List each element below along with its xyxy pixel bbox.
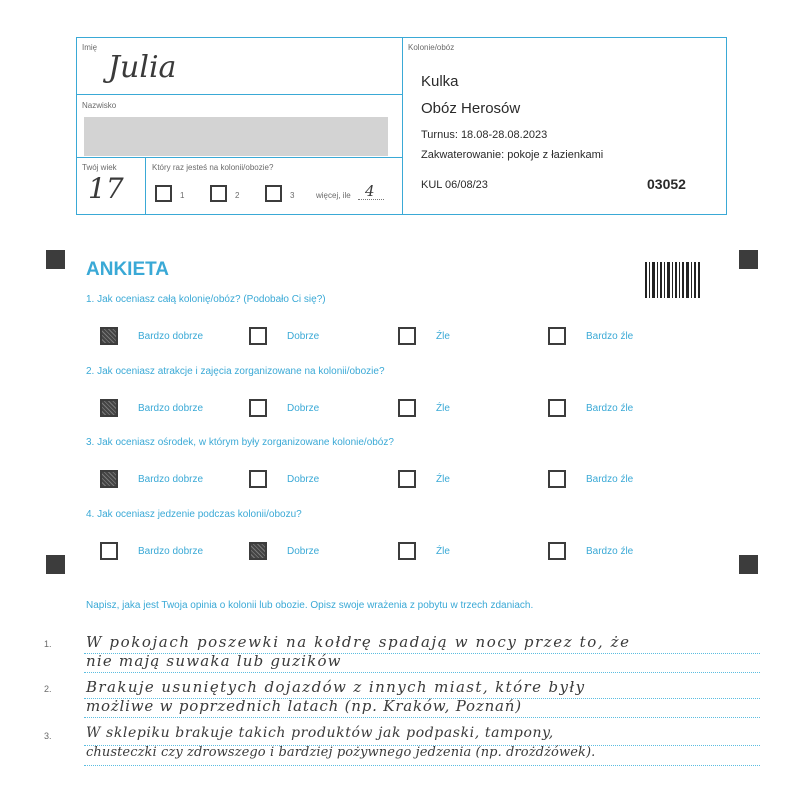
camp-name: Kulka [421, 73, 459, 90]
camp-label: Kolonie/obóz [408, 43, 455, 52]
more-field[interactable]: 4 [365, 182, 375, 200]
registration-marker-top-right [739, 250, 758, 269]
opinion-line [84, 717, 760, 718]
rating-checkbox[interactable] [548, 327, 566, 345]
rating-option-label: Bardzo dobrze [138, 403, 204, 414]
survey-title: ANKIETA [86, 259, 170, 280]
question-text: 1. Jak oceniasz całą kolonię/obóz? (Podobało Ci się?) [86, 294, 326, 305]
rating-checkbox[interactable] [548, 542, 566, 560]
question-text: 4. Jak oceniasz jedzenie podczas kolonii/obozu? [86, 509, 302, 520]
rating-checkbox[interactable] [100, 470, 118, 488]
rating-option-label: Dobrze [287, 403, 320, 414]
opinion-handwriting-line[interactable]: W sklepiku brakuje takich produktów jak podpaski, tampony, [86, 725, 554, 741]
more-label: więcej, ile [316, 191, 351, 200]
rating-checkbox[interactable] [398, 542, 416, 560]
opinion-handwriting-line[interactable]: chusteczki czy zdrowszego i bardziej pożywnego jedzenia (np. drożdżówek). [86, 745, 596, 760]
opinion-line [84, 672, 760, 673]
age-label: Twój wiek [82, 163, 117, 172]
rating-checkbox[interactable] [100, 399, 118, 417]
accommodation: Zakwaterowanie: pokoje z łazienkami [421, 149, 604, 161]
rating-checkbox[interactable] [398, 327, 416, 345]
which-time-label: Który raz jesteś na kolonii/obozie? [152, 163, 274, 172]
rating-checkbox[interactable] [548, 470, 566, 488]
rating-option-label: Bardzo źle [586, 331, 634, 342]
rating-option-label: Bardzo źle [586, 546, 634, 557]
which-time-option-1: 1 [180, 191, 185, 200]
opinion-prompt: Napisz, jaka jest Twoja opinia o kolonii lub obozie. Opisz swoje wrażenia z pobytu w trzech zdaniach. [86, 600, 534, 611]
rating-checkbox[interactable] [249, 327, 267, 345]
surname-divider [76, 157, 402, 158]
rating-checkbox[interactable] [100, 542, 118, 560]
camp-code: KUL 06/08/23 [421, 179, 488, 191]
rating-option-label: Dobrze [287, 474, 320, 485]
surname-redacted [84, 117, 388, 156]
question-text: 2. Jak oceniasz atrakcje i zajęcia zorganizowane na kolonii/obozie? [86, 366, 385, 377]
registration-marker-bottom-left [46, 555, 65, 574]
rating-option-label: Źle [436, 546, 450, 557]
question-text: 3. Jak oceniasz ośrodek, w którym były zorganizowane kolonie/obóz? [86, 437, 394, 448]
rating-option-label: Bardzo dobrze [138, 474, 204, 485]
rating-option-label: Źle [436, 403, 450, 414]
name-label: Imię [82, 43, 98, 52]
barcode-icon [645, 262, 700, 298]
rating-option-label: Źle [436, 331, 450, 342]
rating-checkbox[interactable] [249, 470, 267, 488]
rating-checkbox[interactable] [548, 399, 566, 417]
opinion-number-1: 1. [44, 639, 52, 649]
rating-option-label: Bardzo źle [586, 403, 634, 414]
which-time-checkbox-1[interactable] [155, 185, 172, 202]
which-time-checkbox-2[interactable] [210, 185, 227, 202]
rating-option-label: Dobrze [287, 331, 320, 342]
rating-checkbox[interactable] [249, 399, 267, 417]
turnus-dates: Turnus: 18.08-28.08.2023 [421, 129, 548, 141]
which-time-checkbox-3[interactable] [265, 185, 282, 202]
form-number: 03052 [647, 176, 686, 192]
rating-checkbox[interactable] [100, 327, 118, 345]
which-time-option-3: 3 [290, 191, 295, 200]
which-time-option-2: 2 [235, 191, 240, 200]
opinion-handwriting-line[interactable]: W pokojach poszewki na kołdrę spadają w nocy przez to, że [86, 633, 631, 651]
rating-option-label: Źle [436, 474, 450, 485]
opinion-line [84, 765, 760, 766]
rating-option-label: Bardzo dobrze [138, 546, 204, 557]
name-field[interactable]: Julia [108, 50, 177, 85]
registration-marker-bottom-right [739, 555, 758, 574]
opinion-handwriting-line[interactable]: możliwe w poprzednich latach (np. Kraków, Poznań) [86, 697, 522, 715]
age-field[interactable]: 17 [88, 172, 124, 205]
registration-marker-top-left [46, 250, 65, 269]
rating-option-label: Dobrze [287, 546, 320, 557]
camp-program: Obóz Herosów [421, 100, 521, 117]
opinion-handwriting-line[interactable]: nie mają suwaka lub guzików [86, 652, 342, 670]
opinion-handwriting-line[interactable]: Brakuje usuniętych dojazdów z innych miast, które były [86, 678, 586, 696]
rating-checkbox[interactable] [398, 470, 416, 488]
rating-option-label: Bardzo źle [586, 474, 634, 485]
opinion-number-3: 3. [44, 731, 52, 741]
rating-option-label: Bardzo dobrze [138, 331, 204, 342]
opinion-number-2: 2. [44, 684, 52, 694]
name-divider [76, 94, 402, 95]
surname-label: Nazwisko [82, 101, 117, 110]
rating-checkbox[interactable] [398, 399, 416, 417]
rating-checkbox[interactable] [249, 542, 267, 560]
header-divider-vertical [402, 37, 403, 215]
age-divider [145, 157, 146, 215]
